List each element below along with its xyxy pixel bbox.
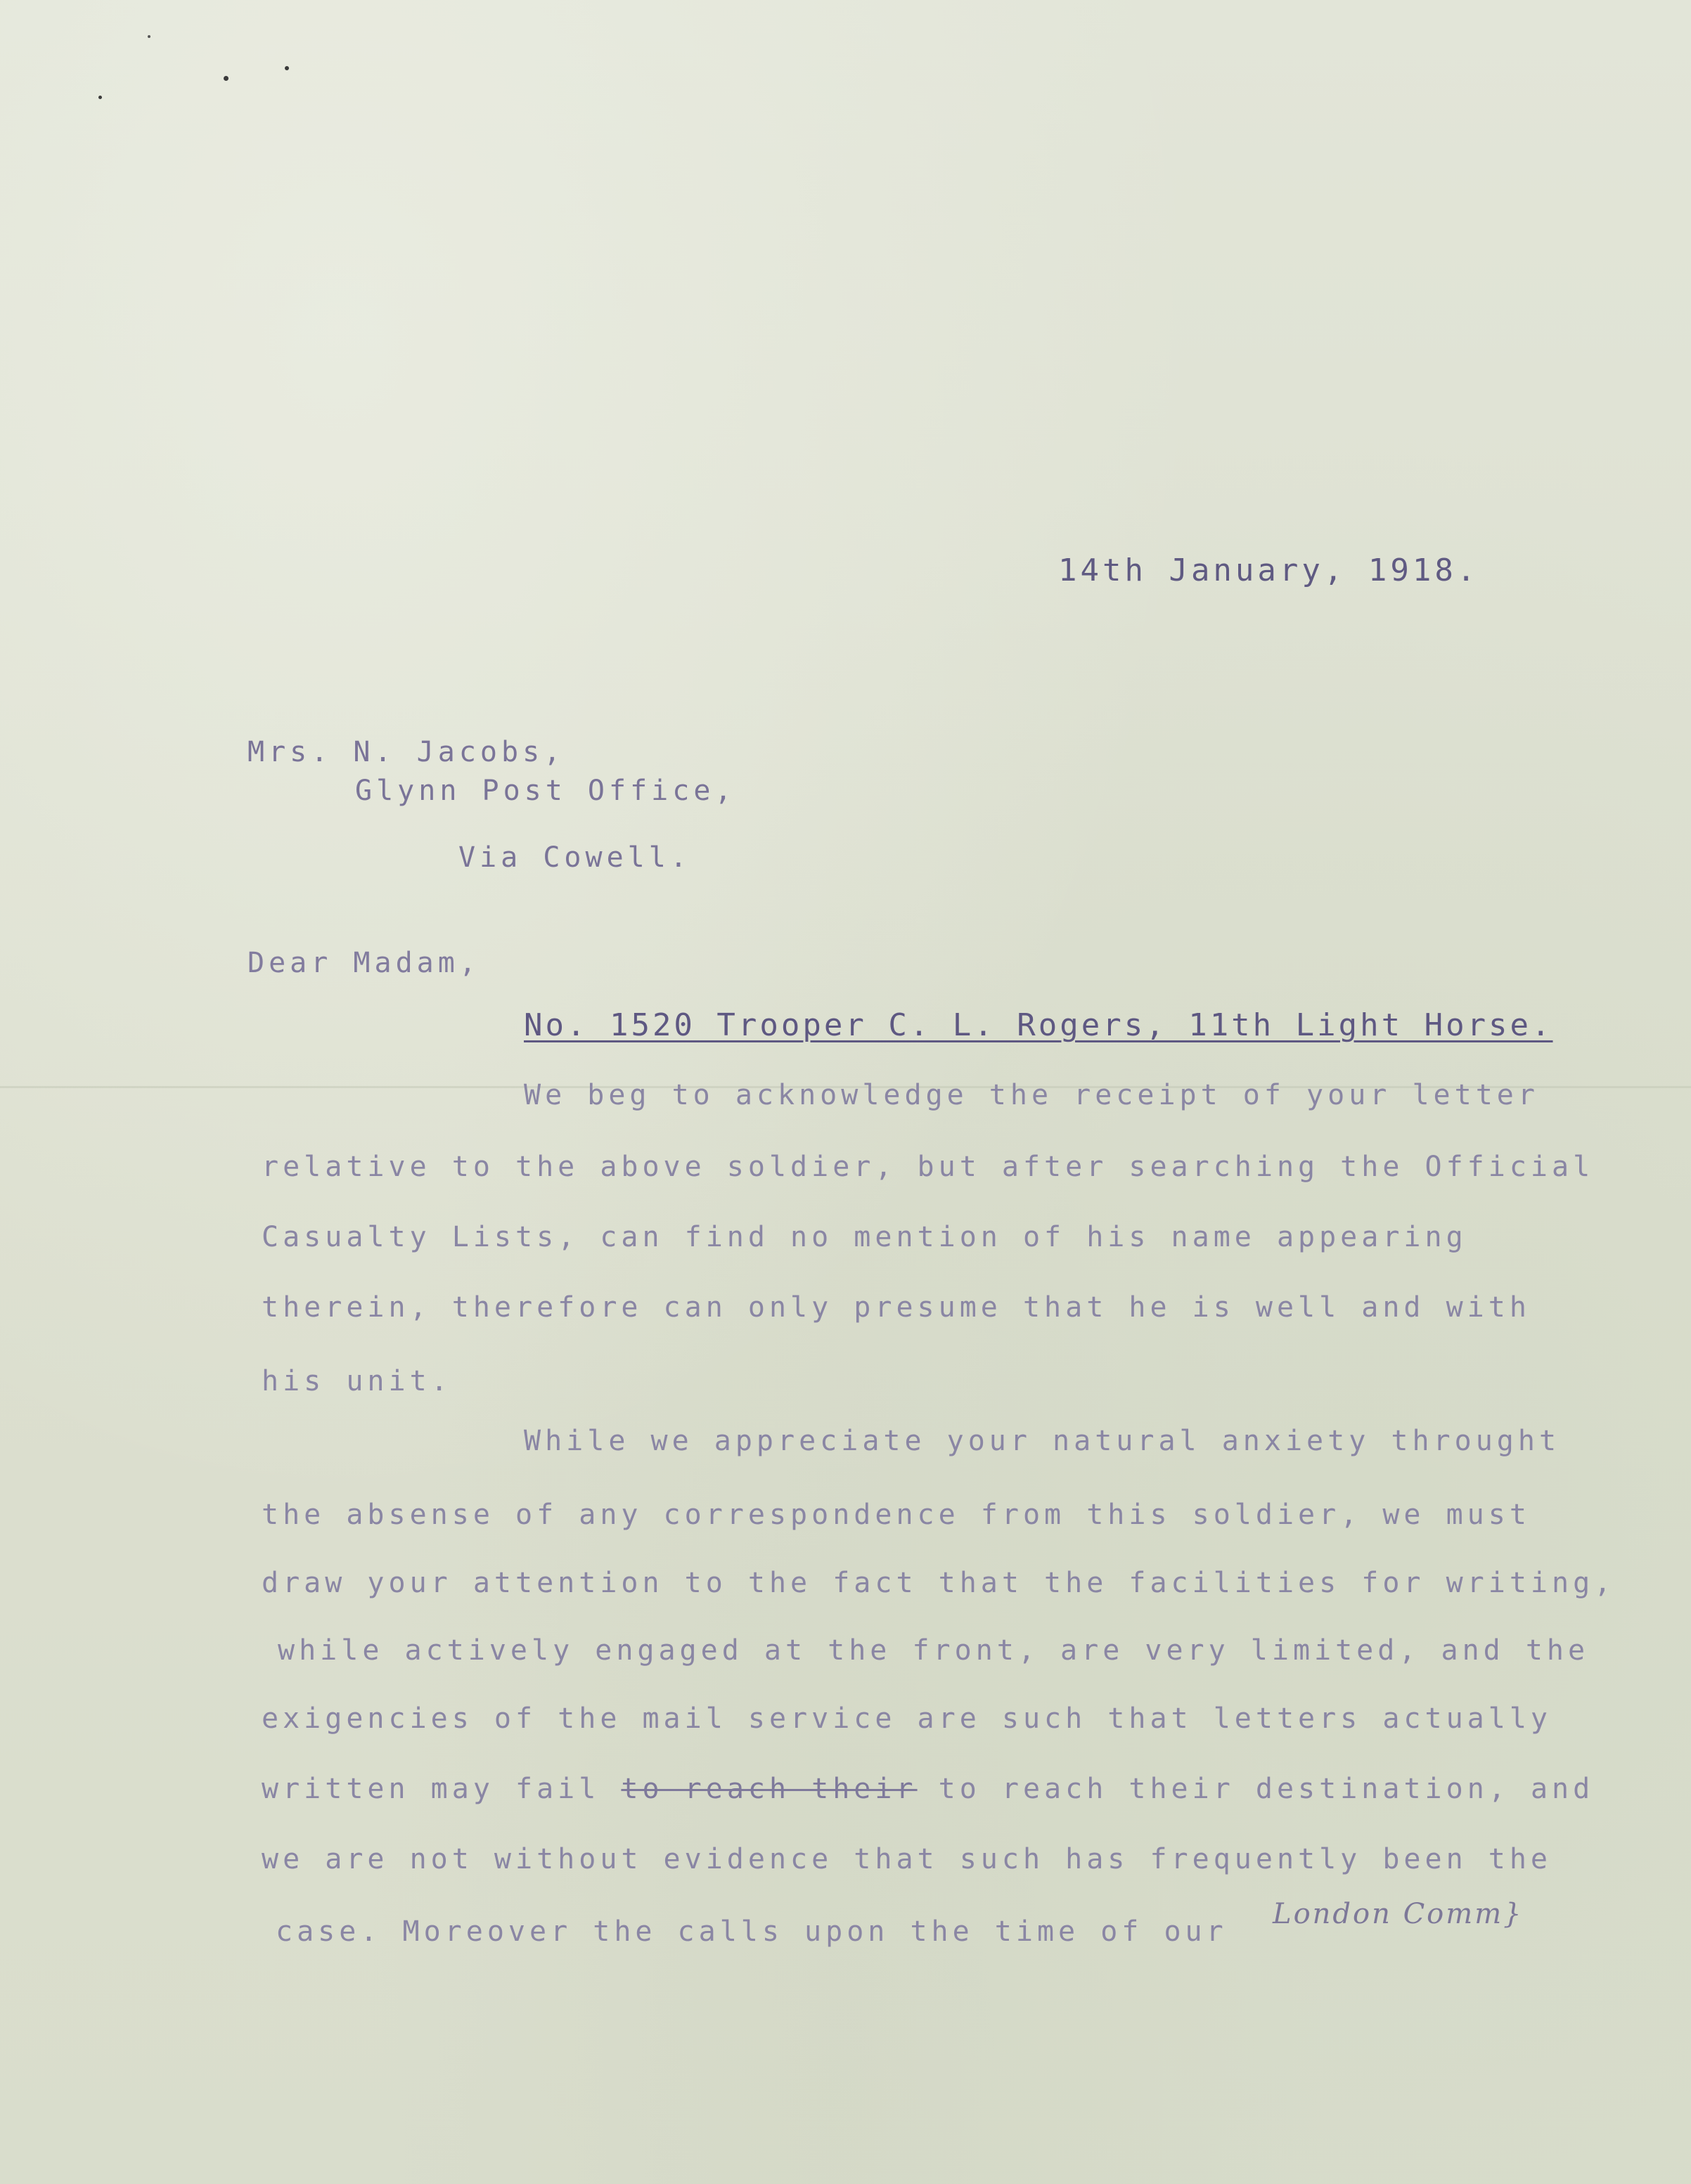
recipient-address-line: Glynn Post Office, — [355, 775, 736, 807]
recipient-address-line: Via Cowell. — [458, 841, 691, 874]
recipient-name: Mrs. N. Jacobs, — [247, 736, 565, 768]
body-line: relative to the above soldier, but after searching the Official — [262, 1151, 1595, 1183]
body-line: While we appreciate your natural anxiety throught — [524, 1425, 1561, 1457]
body-line: Casualty Lists, can find no mention of his name appearing — [262, 1221, 1467, 1253]
body-line: exigencies of the mail service are such that letters actually — [262, 1702, 1552, 1735]
handwritten-insertion: London Comm} — [1273, 1898, 1524, 1930]
body-line — [262, 1775, 1594, 1803]
body-line: draw your attention to the fact that the facilities for writing, — [262, 1567, 1616, 1599]
body-line: We beg to acknowledge the receipt of your letter — [524, 1079, 1539, 1111]
ink-speck — [224, 76, 229, 81]
ink-speck — [148, 35, 150, 38]
letter-date: 14th January, 1918. — [1058, 553, 1479, 588]
body-line: therein, therefore can only presume that he is well and with — [262, 1291, 1531, 1324]
body-text: to reach their destination, and — [917, 1773, 1595, 1805]
ink-speck — [285, 66, 289, 70]
salutation: Dear Madam, — [247, 947, 480, 979]
subject-line: No. 1520 Trooper C. L. Rogers, 11th Light Horse. — [524, 1007, 1553, 1043]
body-line: the absense of any correspondence from this soldier, we must — [262, 1499, 1531, 1531]
body-line: while actively engaged at the front, are very limited, and the — [278, 1634, 1590, 1667]
body-text: written may fail — [262, 1773, 622, 1805]
body-line: we are not without evidence that such has frequently been the — [262, 1843, 1552, 1875]
body-line: his unit. — [262, 1365, 452, 1397]
ink-speck — [98, 96, 102, 99]
body-line: case. Moreover the calls upon the time of our — [276, 1915, 1228, 1948]
struck-text: to reach their — [621, 1773, 918, 1805]
